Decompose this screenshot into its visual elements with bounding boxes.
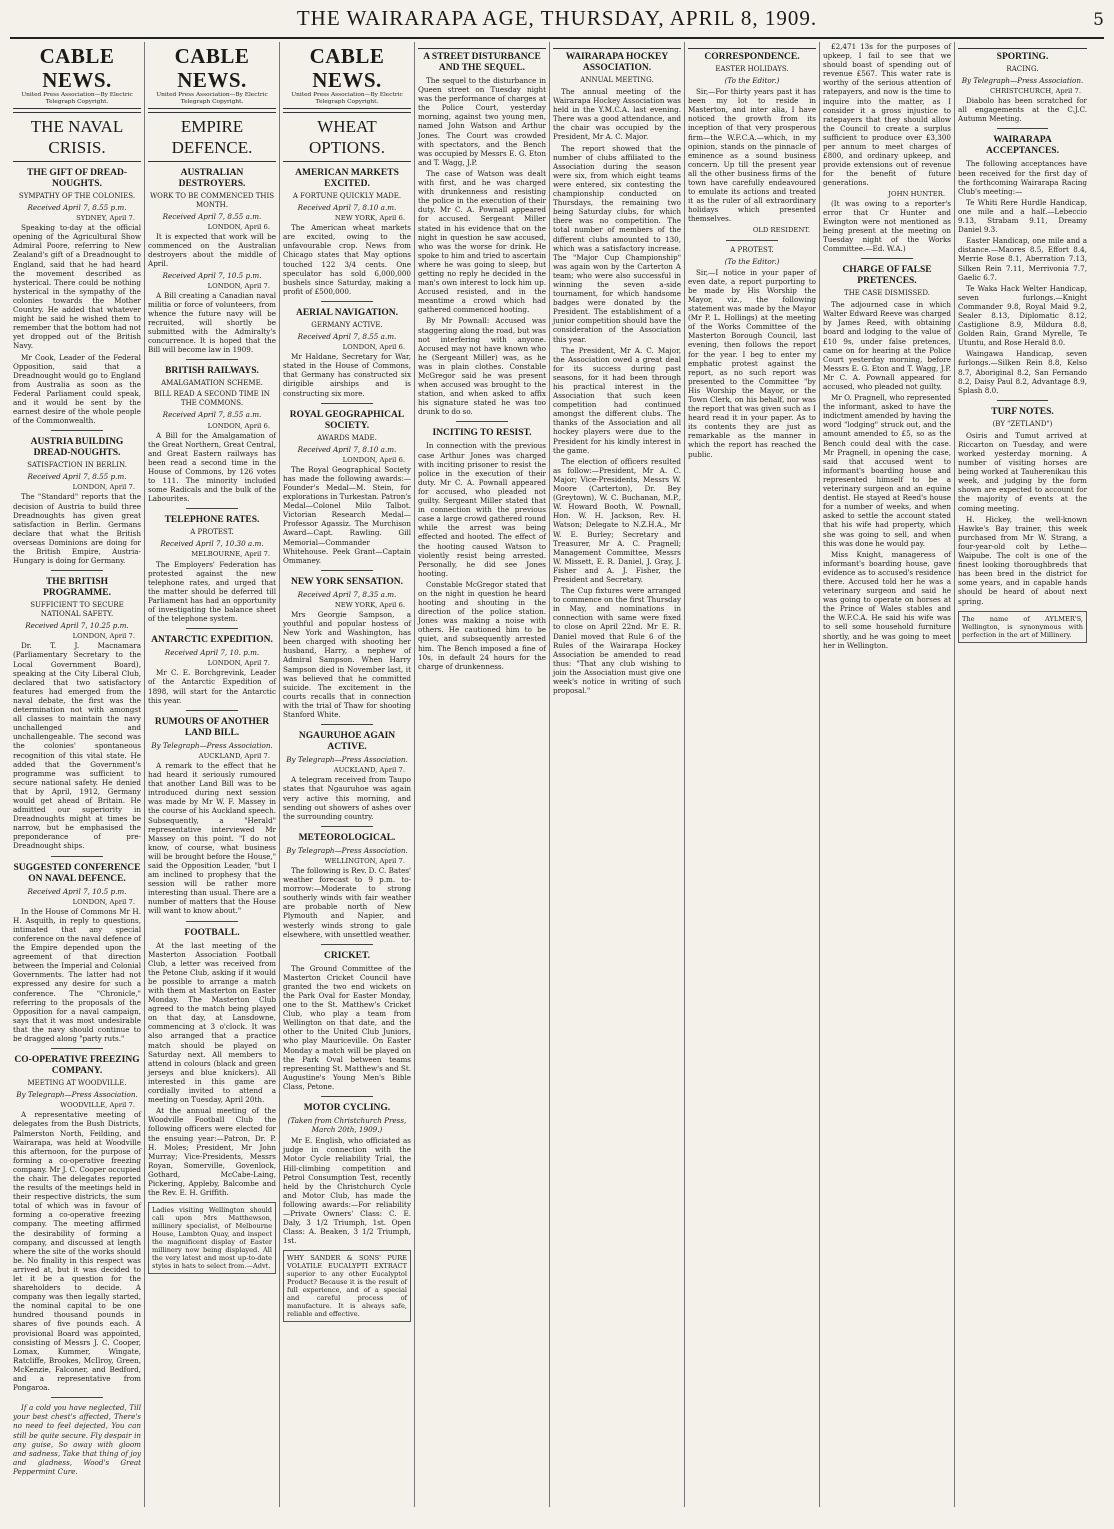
- article-text: The adjourned case in which Walter Edward Reeve was charged by James Reed, with obtaining board and lodging to the value of £10 9s, under false pretences, came on for hearing at the Police Court yesterday morning, before Messrs E. G. Eton and T. Wagg, J.P. Mr C. A. Pownall appeared for accused, who pleaded not guilty.: [823, 300, 951, 391]
- divider: [997, 128, 1049, 129]
- newspaper-page: [10, 6, 1104, 1514]
- dateline: Received April 7, 8.55 a.m.: [297, 331, 397, 341]
- column-6: [685, 42, 820, 1507]
- article-headline: WAIRARAPA HOCKEY ASSOCIATION.: [553, 48, 681, 74]
- article-headline: CHARGE OF FALSE PRETENCES.: [842, 265, 932, 287]
- divider: [861, 258, 912, 259]
- article-text: Mr E. English, who officiated as judge in connection with the Motor Cycle reliability Trial, the Hill-climbing competition and Petrol Consumption Test, recently held by the Christchurch Cycle and Motor Club, has made the following awards:—For reliability—Private Owners' Class: C. E. Daly, 3 1/2 Triumph, 1st. Open Class: A. Beaken, 3 1/2 Triumph, 1st.: [283, 1136, 411, 1246]
- divider: [186, 921, 237, 922]
- article-text: Waingawa Handicap, seven furlongs.—Silken Rein 8.8, Kelso 8.7, Aboriginal 8.2, San Fernando 8.2, Daisy Paul 8.2, Advantage 8.9, Splash 8.0.: [958, 349, 1087, 395]
- location: SYDNEY, April 7.: [76, 214, 135, 223]
- dateline: Received April 7, 10.30 a.m.: [160, 539, 264, 549]
- dateline: Received April 7, 8.10 a.m.: [297, 444, 397, 454]
- article-headline: AERIAL NAVIGATION.: [295, 307, 399, 318]
- article-text: Mr Cook, Leader of the Federal Opposition, said that a Dreadnought would go to England from Australia as soon as the Federal Parliament could speak, and it would be sent by the earnest desire of the whole people of the Commonwealth.: [13, 352, 141, 426]
- dateline: (Taken from Christchurch Press, March 20th, 1909.): [287, 1116, 407, 1135]
- location: WOODVILLE, April 7.: [60, 1101, 135, 1110]
- dateline: By Telegraph—Press Association.: [16, 1090, 138, 1100]
- letter-signature: JOHN HUNTER.: [888, 189, 945, 198]
- dateline: Received April 7, 8.10 a.m.: [297, 203, 397, 212]
- article-text: A remark to the effect that he had heard it seriously rumoured that another Land Bill was to be introduced during next session was made by Mr W. F. Massey in the course of his Auckland speech. Subsequently, a "Herald" representative interviewed Mr Massey on this point. "I do not know, of course, what business will be brought before the House," said the Opposition Leader, "but I am inclined to prophesy that the session will be rather more interesting than usual. There are a number of matters that the House will want to know about.": [148, 760, 276, 916]
- article-text: H. Hickey, the well-known Hawke's Bay trainer, this week purchased from Mr W. Strang, a four-year-old colt by Lethe—Waipube. The colt is one of the finest looking thoroughbreds that has been bred in the district for some years, and in capable hands should be heard of about next spring.: [958, 514, 1087, 606]
- article-text: In connection with the previous case Arthur Jones was charged with inciting prisoner to resist the police in the execution of their duty. Mr C. A. Pownall appeared for accused, who pleaded not guilty. Sergeant Miller stated that in connection with the previous case a large crowd gathered round while the arrest was being effected and hooted. The effect of the hooting caused Watson to violently resist being arrested. Personally, he did see Jones hooting.: [418, 441, 546, 578]
- article-headline: AUSTRIA BUILDING DREAD-NOUGHTS.: [30, 437, 124, 459]
- page-number: 5: [1093, 10, 1104, 30]
- article-headline: NEW YORK SENSATION.: [290, 576, 403, 587]
- column-1: [10, 42, 145, 1507]
- article-text: Easter Handicap, one mile and a distance.—Maores 8.5, Effort 8.4, Merrie Rose 8.1, Aberration 7.13, Silken Rein 7.11, Merrivonia 7.7, Gaelic 6.7.: [958, 236, 1087, 282]
- article-headline: MOTOR CYCLING.: [303, 1103, 391, 1114]
- article-subheadline: A PROTEST.: [730, 245, 774, 254]
- divider: [51, 570, 102, 571]
- article-subheadline: ANNUAL MEETING.: [580, 76, 654, 84]
- column-3: [280, 42, 415, 1507]
- article-text: The Royal Geographical Society has made the following awards:—Founder's Medal—M. Stein, for explorations in Turkestan. Patron's Medal—Colonel Milo Talbot. Victorian Research Medal—Professor Agassiz. The Murchison Award—Capt. Rawling. Gill Memorial—Commander Whitehouse. Peek Grant—Captain Ommaney.: [283, 464, 411, 565]
- location: LONDON, April 7.: [72, 632, 135, 641]
- location: LONDON, April 6.: [342, 455, 405, 464]
- article-text: Miss Knight, manageress of informant's boarding house, gave evidence as to accused's residence there. Accused told her he was a veterinary surgeon and said he was going to operate on horses at the Prince of Wales stables and the W.F.C.A. He said his wife was to sell some household furniture shortly, and he was going to meet her in Wellington.: [823, 549, 951, 650]
- article-subheadline: (BY "ZETLAND"): [992, 419, 1053, 428]
- advertisement: The name of AYLMER'S, Wellington, is synonymous with perfection in the art of Millinery.: [958, 611, 1087, 643]
- article-headline: SUGGESTED CONFERENCE ON NAVAL DEFENCE.: [13, 862, 141, 884]
- article-headline: INCITING TO RESIST.: [432, 428, 532, 439]
- dateline: Received April 7, 8.55 a.m.: [162, 410, 262, 420]
- location: LONDON, April 7.: [207, 659, 270, 668]
- dateline: Received April 7, 8.55 a.m.: [162, 212, 262, 221]
- column-5: [550, 42, 685, 1507]
- divider: [321, 724, 372, 725]
- article-subheadline: EASTER HOLIDAYS.: [715, 65, 789, 73]
- article-text: £2,471 13s for the purposes of upkeep, I fail to see that we should boast of spending out of revenue £567. This water rate is worthy of the serious attention of ratepayers, and now is the time to inquire into the matter, as I consider it a gross injustice to ratepayers that they should allow the Council to create a surplus sufficient to produce over £3,300 per annum to meet charges of £800, and ordinary upkeep, and provide extensions out of revenue for the benefit of future generations.: [823, 42, 951, 188]
- article-subheadline: SYMPATHY OF THE COLONIES.: [18, 192, 136, 200]
- article-headline: METEOROLOGICAL.: [298, 832, 396, 843]
- article-headline: A STREET DISTURBANCE AND THE SEQUEL.: [418, 48, 546, 74]
- dateline: Received April 7, 10.5 p.m.: [162, 270, 262, 280]
- article-text: A Bill creating a Canadian naval militia or force of volunteers, from whence the future navy will be recruited, will shortly be submitted with the Admiralty's concurrence. It is hoped that the Bill will become law in 1909.: [148, 290, 276, 355]
- article-text: The Ground Committee of the Masterton Cricket Council have granted the two end wickets on the Park Oval for Easter Monday, one to the St. Matthew's Cricket Club, who play a team from Wellington on that date, and the other to the United Club Juniors, who play Mauriceville. On Easter Monday a match will be played on the Park Oval between teams representing St. Matthew's and St. Augustine's Young Men's Bible Class, Petone.: [283, 963, 411, 1091]
- location: LONDON, April 7.: [72, 897, 135, 906]
- wire-subheader: United Press Association—By Electric Telegraph Copyright.: [283, 92, 411, 109]
- dateline: By Telegraph—Press Association.: [286, 755, 408, 765]
- editor-address: (To the Editor.): [724, 256, 780, 266]
- column-8: [955, 42, 1090, 1507]
- column-7: [820, 42, 955, 1507]
- location: MELBOURNE, April 7.: [191, 550, 270, 559]
- article-text: By Mr Pownall: Accused was staggering along the road, but was not interfering with anyone. Accused may not have known who he (Sergeant Miller) was, as he was in plain clothes. Constable McGregor said he was present when accused was brought to the station, and when asked to affix his signature stated he was too drunk to do so.: [418, 316, 546, 417]
- masthead: [10, 6, 1104, 39]
- section-headline: EMPIRE DEFENCE.: [148, 112, 276, 162]
- article-text: Speaking to-day at the official opening of the Agricultural Show Admiral Poore, referring to New Zealand's gift of a Dreadnought to England, said that he had heard the movement described as hysterical. There could be nothing hysterical in the sympathy of the colonies towards the Mother Country. He added that whatever might be said he wished them to remember that the bottom had not yet dropped out of the British Navy.: [13, 223, 141, 351]
- location: LONDON, April 6.: [207, 223, 270, 232]
- location: LONDON, April 7.: [72, 483, 135, 492]
- divider: [456, 421, 507, 422]
- article-headline: TURF NOTES.: [991, 406, 1054, 417]
- article-text: Te Whiti Rere Hurdle Handicap, one mile and a half.—Lebeccio 9.13, Strabam 9.11, Dreamy Daniel 9.3.: [958, 197, 1087, 235]
- letter-signature: OLD RESIDENT.: [752, 225, 810, 234]
- location: NEW YORK, April 6.: [334, 600, 405, 609]
- article-text: The President, Mr A. C. Major, the Association owed a great deal for its success during past seasons, for it had been through his practical interest in the Association that such keen competition had continued amongst the different clubs. The thanks of the Association and all hockey players were due to the President for his kindly interest in the game.: [553, 345, 681, 455]
- article-text: Mr O. Pragnell, who represented the informant, asked to have the indictment amended by having the word "lodging" struck out, and the amount amended to £5, so as the Bench could deal with the case. Mr Pragnell, in opening the case, said that accused went to informant's boarding house and represented himself to be a veterinary surgeon and an equine dentist. He stayed at Reed's house for a number of weeks, and when asked to settle the account stated that his wife had property, which she was going to sell, and when this was done he would pay.: [823, 393, 952, 548]
- section-headline: WHEAT OPTIONS.: [283, 112, 411, 162]
- article-headline: NGAURUHOE AGAIN ACTIVE.: [298, 731, 396, 753]
- article-headline: THE BRITISH PROGRAMME.: [43, 577, 111, 599]
- location: LONDON, April 7.: [207, 281, 270, 290]
- article-headline: AMERICAN MARKETS EXCITED.: [295, 168, 399, 189]
- divider: [997, 400, 1049, 401]
- article-text: Dr. T. J. Macnamara (Parliamentary Secretary to the Local Government Board), speaking at the City Liberal Club, declared that two satisfactory features had emerged from the naval debate, the first was the determination not with amongst all classes to maintain the navy unchallenged and unchallengeable. The second was the colonies' spontaneous recognition of this vital state. He added that the Government's programme was sufficient to secure national safety. He denied that by April, 1912, Germany would get ahead of Britain. He admitted our superiority in Dreadnoughts might at times be narrow, but he emphasised the preponderance of pre-Dreadnought ships.: [13, 641, 141, 851]
- article-text: At the last meeting of the Masterton Association Football Club, a letter was received from the Petone Club, asking if it would be possible to arrange a match with them at Masterton on Easter Monday. The Masterton Club agreed to the match being played on that day, at Lansdowne, commencing at 3 o'clock. It was also arranged that a practice match should be played on Saturday next. All members to attend in colours (black and green jerseys and blue knickers). All interested in this game are cordially invited to attend a meeting on Tuesday, April 20th.: [148, 940, 276, 1105]
- article-subheadline: SATISFACTION IN BERLIN.: [27, 461, 127, 470]
- article-text: Osiris and Tumut arrived at Riccarton on Tuesday, and were worked yesterday morning. A number of visiting horses are being worked at Tauherenikau this week, and judging by the form shown are expected to account for the majority of events at the coming meeting.: [958, 430, 1087, 513]
- divider: [51, 430, 102, 431]
- location: AUCKLAND, April 7.: [198, 751, 270, 760]
- article-subheadline: GERMANY ACTIVE.: [311, 320, 383, 329]
- article-subheadline: A FORTUNE QUICKLY MADE.: [292, 192, 402, 200]
- location: AUCKLAND, April 7.: [333, 766, 405, 775]
- article-text: The following is Rev. D. C. Bates' weather forecast to 9 p.m. to-morrow:—Moderate to strong southerly winds with fair weather are probable north of New Plymouth and Napier, and westerly winds strong to gale elsewhere, with unsettled weather.: [283, 865, 411, 939]
- dateline: By Telegraph—Press Association.: [286, 845, 408, 855]
- article-headline: CRICKET.: [323, 950, 370, 961]
- column-2: [145, 42, 280, 1507]
- article-headline: CO-OPERATIVE FREEZING COMPANY.: [14, 1055, 140, 1077]
- divider: [321, 826, 372, 827]
- section-headline: THE NAVAL CRISIS.: [13, 112, 141, 162]
- wire-header: CABLE NEWS.: [174, 44, 250, 92]
- article-subheadline: WORK TO BE COMMENCED THIS MONTH.: [149, 192, 275, 209]
- article-headline: WAIRARAPA ACCEPTANCES.: [986, 135, 1059, 157]
- article-text: The Cup fixtures were arranged to commence on the first Thursday in May, and nominations in connection with same were fixed to close on April 22nd. Mr E. R. Daniel moved that Rule 6 of the Rules of the Wairarapa Hockey Association be amended to read thus: "That any club wishing to join the Association must give one week's notice in writing of such proposal.": [553, 586, 681, 696]
- article-subheadline: SUFFICIENT TO SECURE NATIONAL SAFETY.: [30, 601, 124, 619]
- article-subheadline: A PROTEST.: [190, 528, 234, 537]
- dateline: Received April 7, 8.55 p.m.: [27, 472, 127, 482]
- article-headline: THE GIFT OF DREAD-NOUGHTS.: [26, 168, 128, 189]
- article-text: The election of officers resulted as follow:—President, Mr A. C. Major; Vice-Presidents, Messrs W. Moore (Carterton), Dr. Bey (Greytown), W. C. Buchanan, M.P., W. Howard Booth, W. Pownall, Hon. W. H. Jackson, Rev. H. Watson; Delegate to N.Z.H.A., Mr W. E. Burley; Secretary and Treasurer, Mr A. C. Pragnell; Management Committee, Messrs W. Missett, E. R. Daniel, J. Gray, J. Fisher and A. J. Fisher, the President and Secretary.: [553, 456, 681, 584]
- dateline: By Telegraph—Press Association.: [151, 740, 273, 750]
- location: NEW YORK, April 6.: [334, 214, 405, 223]
- wire-subheader: United Press Association—By Electric Telegraph Copyright.: [13, 92, 141, 109]
- article-text: Te Waka Hack Welter Handicap, seven furlongs.—Knight Commander 9.8, Royal Maid 9.2, Sealer 8.13, Diplomatic 8.12, Castiglione 8.9, Mildura 8.8, Golden Rain, Grand Myrelle, Te Utuntu, and Rose Herald 8.0.: [958, 283, 1087, 348]
- editor-note: (It was owing to a reporter's error that Cr Hunter and Ewington were not mentioned as being present at the meeting on Tuesday night of the Works Committee.—Ed. W.A.): [823, 198, 951, 254]
- article-text: The following acceptances have been received for the first day of the forthcoming Wairarapa Racing Club's meeting:—: [958, 159, 1087, 196]
- divider: [321, 944, 372, 945]
- article-headline: TELEPHONE RATES.: [164, 515, 260, 526]
- dateline: Received April 7, 10. p.m.: [164, 648, 260, 658]
- editor-address: (To the Editor.): [724, 76, 780, 85]
- wire-header: CABLE NEWS.: [309, 44, 385, 92]
- article-text: A Bill for the Amalgamation of the Great Northern, Great Central, and Great Eastern railways has been read a second time in the House of Commons, by 126 votes to 111. The minority included some Radicals and the bulk of the Labourites.: [148, 430, 276, 504]
- article-text: Sir,—For thirty years past it has been my lot to reside in Masterton, and inter alia, I have noticed the growth from its inception of that very prosperous firm—the W.F.C.A.—which, in my opinion, stands on the pinnacle of eminence as a sound business concern. Up till the present year all the other business firms of the town have carefully endeavoured to emulate its actions and treated it as the ruler of all extraordinary holidays which presented themselves.: [688, 87, 816, 224]
- wire-header: CABLE NEWS.: [39, 44, 115, 92]
- article-headline: RUMOURS OF ANOTHER LAND BILL.: [154, 716, 270, 738]
- article-text: It is expected that work will be commenced on the Australian destroyers about the middle of April.: [148, 232, 276, 269]
- columns: [10, 42, 1104, 1507]
- article-text: Constable McGregor stated that on the night in question he heard hooting and shouting in the direction of the police station. Jones was making a noise with others. He cautioned him to be quiet, and subsequently arrested him. The Bench imposed a fine of 10s, in default 24 hours for the charge of drunkenness.: [418, 579, 546, 671]
- article-headline: ROYAL GEOGRAPHICAL SOCIETY.: [289, 409, 405, 431]
- divider: [321, 1096, 372, 1097]
- article-headline: AUSTRALIAN DESTROYERS.: [178, 168, 246, 189]
- dateline: Received April 7, 10.5 p.m.: [27, 886, 127, 896]
- location: WELLINGTON, April 7.: [324, 856, 405, 865]
- location: CHRISTCHURCH, April 7.: [989, 87, 1081, 96]
- dateline: Received April 7, 8.55 p.m.: [27, 203, 127, 212]
- divider: [186, 359, 237, 360]
- article-text: Mr C. E. Borchgrevink, Leader of the Antarctic Expedition of 1898, will start for the Antarctic this year.: [148, 668, 276, 705]
- article-text: The annual meeting of the Wairarapa Hockey Association was held in the Y.M.C.A. last evening. There was a good attendance, and the chair was occupied by the President, Mr A. C. Major.: [553, 87, 681, 142]
- article-headline: SPORTING.: [958, 48, 1087, 63]
- article-subheadline: AMALGAMATION SCHEME.: [161, 379, 263, 388]
- article-text: Sir,—I notice in your paper of even date, a report purporting to be made by His Worship the Mayor, viz., the following statement was made by the Mayor (Mr P. L. Hollings) at the meeting of the Works Committee of the Masterton Borough Council, last evening, then follows the report for the year. I beg to enter my emphatic protest against the report, as no such report was presented to the Committee "by His Worship the Mayor, or the Town Clerk, on his behalf, nor was the report that was given such as I heard read it in your paper. As to its contents they are just as remarkable as the manner in which the report has reached the public.: [688, 267, 816, 459]
- article-text: Mrs Georgie Sampson, a youthful and popular hostess of New York and Washington, has been charged with shooting her husband, Harry, a nephew of Admiral Sampson. When Harry Sampson died in November last, it was believed that he committed suicide. The excitement in the courts recalls that in connection with the trial of Thaw for shooting Stanford White.: [283, 610, 411, 720]
- advertisement: Ladies visiting Wellington should call upon Mrs Matthewson, millinery specialist, of Melbourne House, Lambton Quay, and inspect the magnificent display of Easter millinery now being displayed. All the very latest and most up-to-date styles in hats to select from.—Advt.: [148, 1202, 276, 1274]
- article-subheadline: THE CASE DISMISSED.: [844, 289, 930, 298]
- article-subheadline: MEETING AT WOODVILLE.: [27, 1079, 127, 1088]
- divider: [51, 1048, 102, 1049]
- location: LONDON, April 6.: [342, 343, 405, 352]
- divider: [51, 856, 102, 857]
- dateline: Received April 7, 8.35 a.m.: [297, 589, 397, 599]
- article-text: The American wheat markets are excited, owing to the unfavourable crop. News from Chicago states that May options touched 122 3/4 cents. One speculator has sold 6,000,000 bushels since Saturday, making a profit of £500,000.: [283, 223, 411, 296]
- article-subheadline: RACING.: [1006, 65, 1039, 73]
- column-4: [415, 42, 550, 1507]
- advert-poem: If a cold you have neglected, Till your best chest's affected, There's no need to feel dejected, You can still be quite secure. Fly despair in any guise, So away with gloom and sadness, Take that thing of joy and gladness, Wood's Great Peppermint Cure.: [13, 1403, 141, 1476]
- article-text: The "Standard" reports that the decision of Austria to build three Dreadnoughts has given great satisfaction in Berlin. Germans declare that what the British overseas Dominions are doing for the British Empire, Austria-Hungary is doing for Germany.: [13, 492, 141, 566]
- article-headline: ANTARCTIC EXPEDITION.: [151, 635, 273, 646]
- article-subheadline: AWARDS MADE.: [317, 433, 377, 442]
- article-headline: FOOTBALL.: [184, 927, 240, 938]
- article-text: The sequel to the disturbance in Queen street on Tuesday night was the performance of charges at the Police Court, yesterday morning, against two young men, named John Watson and Arthur Jones. The Court was crowded with spectators, and the Bench was occupied by Messrs E. G. Eton and T. Wagg, J.P.: [418, 76, 546, 167]
- article-text: At the annual meeting of the Woodville Football Club the following officers were elected for the ensuing year:—Patron, Dr. P. H. Moles; President, Mr John Murray; Vice-Presidents, Messrs Royan, Somerville, Govenlock, Gothard, McCabe-Laing, Pickering, Appleby, Balcombe and the Rev. E. H. Griffith.: [148, 1106, 276, 1198]
- advertisement: WHY SANDER & SONS' PURE VOLATILE EUCALYPTI EXTRACT superior to any other Eucalyptol Product? Because it is the result of full experience, and of a special and careful process of manufacture. It is always safe, reliable and effective.: [283, 1250, 411, 1322]
- article-text: Diabolo has been scratched for all engagements at the C.J.C. Autumn Meeting.: [958, 96, 1087, 124]
- divider: [186, 628, 237, 629]
- divider: [321, 570, 372, 571]
- article-headline: CORRESPONDENCE.: [688, 48, 816, 63]
- location: LONDON, April 6.: [207, 421, 270, 430]
- dateline: By Telegraph—Press Association.: [961, 76, 1084, 85]
- article-text: The report showed that the number of clubs affiliated to the Association during the season were six, from which eight teams were entered, six contesting the championship conducted on Thursdays, the remaining two being Saturday clubs, for which there was no competition. The total number of members of the different clubs amounted to 130, which was a satisfactory increase. The "Major Cup Championship" was again won by the Carterton A team; who were also successful in winning the seven a-side tournament, for which handsome badges were donated by the President. The establishment of a junior competition should have the consideration of the Association this year.: [553, 143, 681, 344]
- article-subheadline: BILL READ A SECOND TIME IN THE COMMONS.: [154, 390, 270, 408]
- wire-subheader: United Press Association—By Electric Telegraph Copyright.: [148, 92, 276, 109]
- article-text: A telegram received from Taupo states that Ngauruhoe was again very active this morning, and sending out showers of ashes over the surrounding country.: [283, 775, 411, 821]
- divider: [186, 508, 237, 509]
- article-headline: BRITISH RAILWAYS.: [165, 366, 259, 377]
- divider: [321, 403, 372, 404]
- divider: [321, 301, 372, 302]
- divider: [51, 1397, 102, 1398]
- dateline: Received April 7, 10.25 p.m.: [25, 621, 129, 631]
- article-text: Mr Haldane, Secretary for War, stated in the House of Commons, that Germany has constructed six dirigible airships and is constructing six more.: [283, 352, 411, 398]
- article-text: In the House of Commons Mr H. H. Asquith, in reply to questions, intimated that any special conference on the naval defence of the Empire depended upon the agreement of that direction between the Imperial and Colonial Governments. The latter had not expressed any desire for such a conference. The "Chronicle," referring to the proposals of the Opposition for a naval campaign, says that it was most undesirable that the navy should continue to be dragged along "party ruts.": [13, 906, 141, 1044]
- divider: [186, 710, 237, 711]
- divider: [726, 240, 777, 241]
- article-text: The Employers' Federation has protested against the new telephone rates, and urged that the matter should be deferred till Parliament has had an opportunity of investigating the balance sheet of the telephone system.: [148, 559, 276, 624]
- article-text: The case of Watson was dealt with first, and he was charged with drunkenness and resisting the police in the execution of their duty. Mr C. A. Pownall appeared for accused. Sergeant Miller stated in his evidence that on the night in question he saw accused, who was the worse for drink. He spoke to him and tried to ascertain where he was going to sleep, but getting no reply he decided in the man's own interest to lock him up. Accused resisted, and in the meantime a crowd which had gathered commenced hooting.: [418, 168, 546, 315]
- article-text: A representative meeting of delegates from the Bush Districts, Palmerston North, Feilding, and Wairarapa, was held at Woodville this afternoon, for the purpose of forming a co-operative freezing company. Mr J. C. Cooper occupied the chair. The delegates reported the results of the meetings held in their respective districts, the sum total of which was in favour of forming a co-operative freezing company. The meeting affirmed the desirability of forming a company, and discussed at length where the site of the works should be. No finality in this respect was arrived at, but it was decided to let it be a question for the shareholders to decide. A company was then legally started, the nominal capital to be one hundred thousand pounds in shares of five pounds each. A provisional Board was appointed, consisting of Messrs J. C. Cooper, Lomax, Kummer, Wingate, Ratcliffe, Brookes, McIlroy, Green, McKenzie, Falconer, and Bedford, and a representative from Pongaroa.: [13, 1110, 141, 1393]
- newspaper-title: THE WAIRARAPA AGE, THURSDAY, APRIL 8, 1909.: [296, 6, 818, 30]
